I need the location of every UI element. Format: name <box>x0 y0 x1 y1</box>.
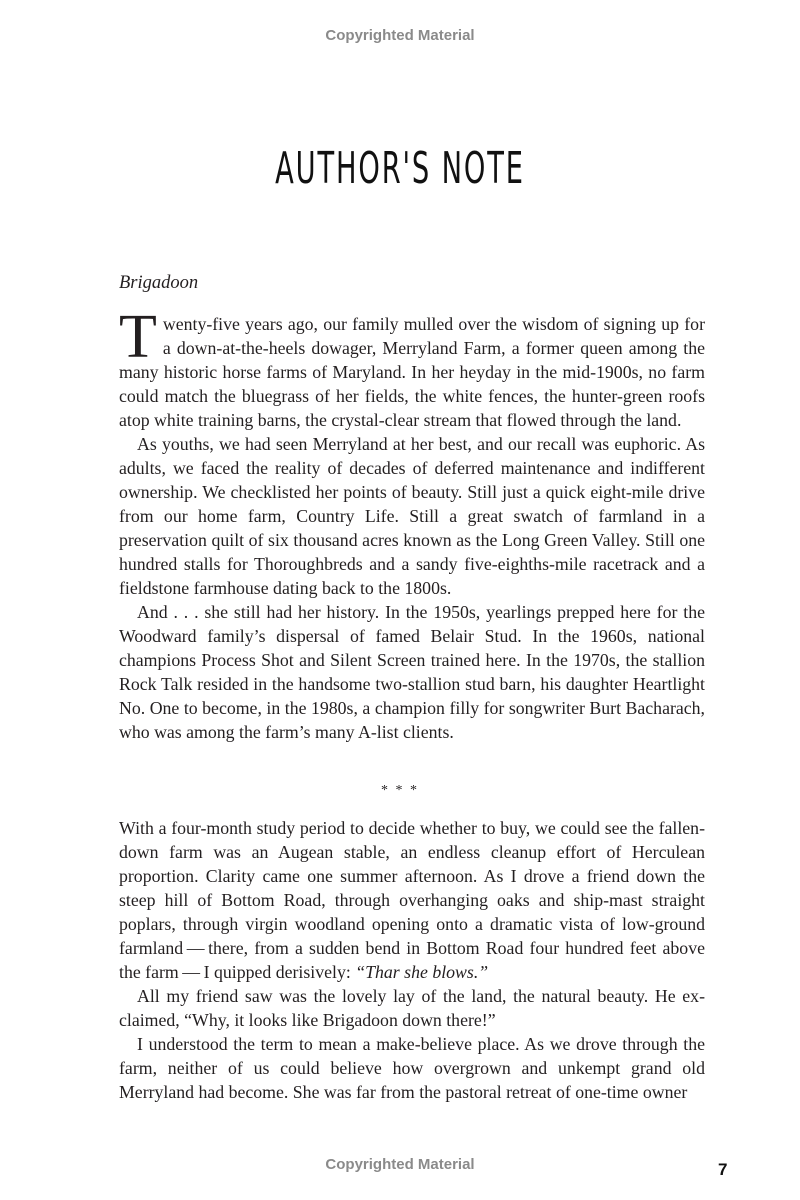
paragraph-6: I understood the term to mean a make-believe place. As we drove through the farm, neither of us could believe how overgrown and unkempt grand old Merryland had become. She was far from the pastoral retreat of one-time owner <box>119 1034 705 1102</box>
paragraph-2: As youths, we had seen Merryland at her best, and our recall was euphoric. As adults, we faced the reality of decades of deferred maintenance and indifferent ownership. We checklisted her points of beauty. Still just a quick eight-mile drive from our home farm, Country Life. Still a great swatch of farmland in a preservation quilt of six thousand acres known as the Long Green Valley. Still one hundred stalls for Thoroughbreds and a sandy five-eighths-mile racetrack and a fieldstone farmhouse dating back to the 1800s. <box>119 434 705 598</box>
page-number: 7 <box>718 1160 728 1179</box>
chapter-title: AUTHOR'S NOTE <box>275 143 525 194</box>
section-break: * * * <box>381 783 419 798</box>
copyright-watermark-bottom: Copyrighted Material <box>325 1156 475 1173</box>
section-heading: Brigadoon <box>119 273 199 293</box>
paragraph-4 <box>119 816 705 984</box>
paragraph-1 <box>119 303 705 432</box>
copyright-watermark-top: Copyrighted Material <box>325 27 475 44</box>
text-block-second <box>119 816 705 1104</box>
paragraph-5: All my friend saw was the lovely lay of the land, the natural beauty. He exclaimed, “Why, it looks like Brigadoon down there!” <box>119 986 705 1030</box>
paragraph-4-text: With a four-month study period to decide whether to buy, we could see the fallen-down farm was an Augean stable, an endless cleanup effort of Herculean proportion. Clarity came one summer afternoon. As I drove a friend down the steep hill of Bottom Road, through overhanging oaks and ship-mast straight poplars, through virgin woodland opening onto a dramatic vista of low-ground farmland — there, from a sudden bend in Bottom Road four hundred feet above the farm — I quipped derisively: <box>119 818 705 982</box>
paragraph-4-quote: “Thar she blows.” <box>355 962 489 982</box>
text-block-first <box>119 303 705 744</box>
paragraph-1-text: wenty-five years ago, our family mulled over the wisdom of signing up for a down-at-the-heels dowager, Merryland Farm, a former queen among the many historic horse farms of Maryland. In her heyday in the mid-1900s, no farm could match the bluegrass of her fields, the white fences, the hunter-green roofs atop white training barns, the crystal-clear stream that flowed through the land. <box>119 314 705 430</box>
drop-cap: T <box>119 303 157 371</box>
paragraph-3: And . . . she still had her history. In the 1950s, yearlings prepped here for the Woodward family’s dispersal of famed Belair Stud. In the 1960s, national champions Process Shot and Silent Screen trained here. In the 1970s, the stallion Rock Talk resided in the handsome two-stallion stud barn, his daughter Heartlight No. One to become, in the 1980s, a champion filly for songwriter Burt Bacharach, who was among the farm’s many A-list clients. <box>119 602 705 742</box>
